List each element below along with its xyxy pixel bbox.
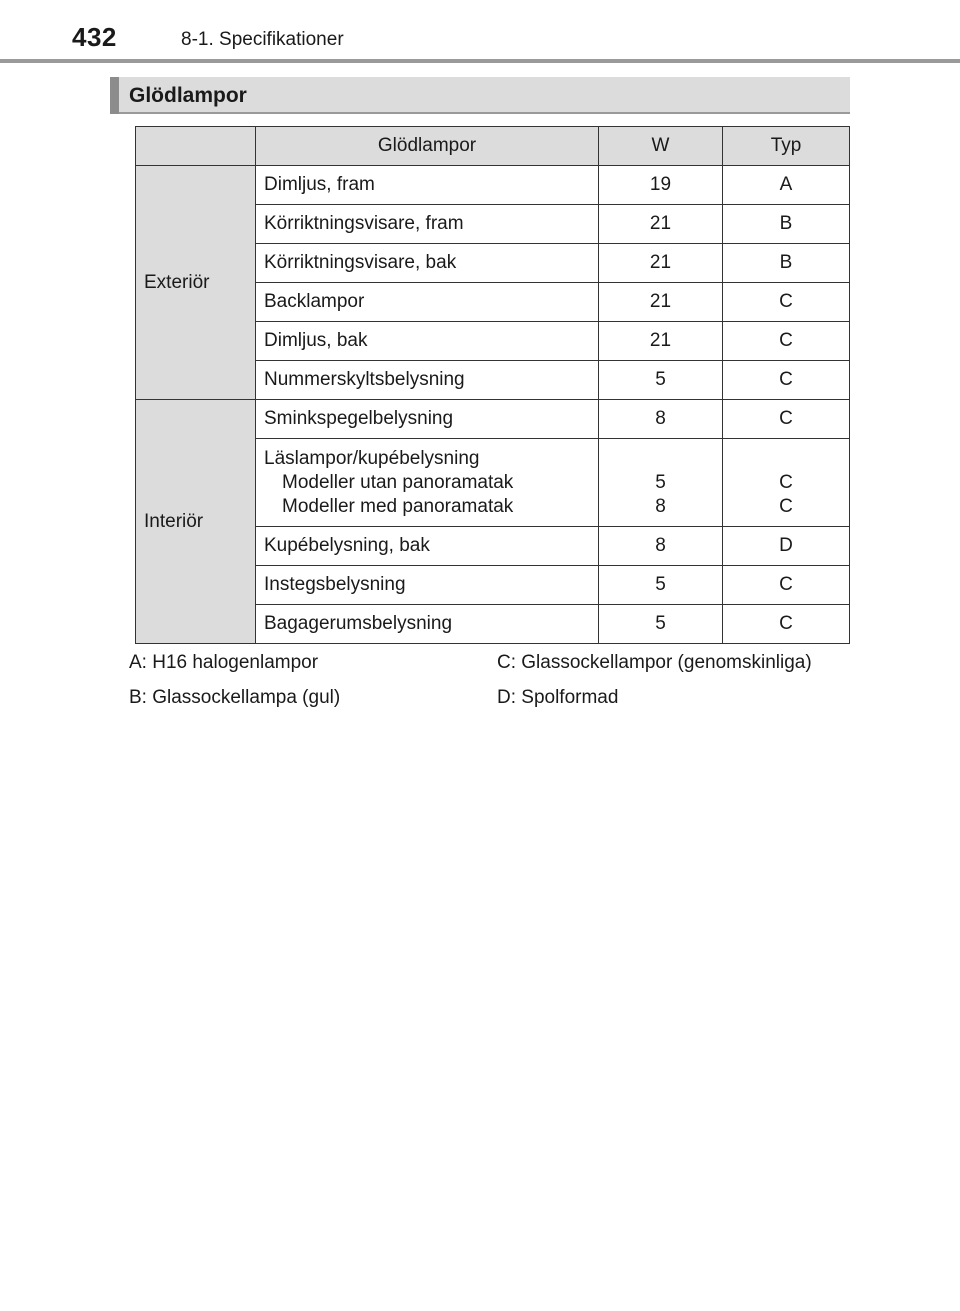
table-row [136, 400, 850, 439]
bulb-label: Körriktningsvisare, bak [256, 244, 599, 283]
bulb-watt: 5 [599, 361, 723, 400]
bulb-label: Dimljus, bak [256, 322, 599, 361]
header-divider [0, 59, 960, 63]
bulb-type: C [723, 566, 850, 605]
bulb-label: Instegsbelysning [256, 566, 599, 605]
bulb-type: B [723, 244, 850, 283]
heading-accent-bar [110, 77, 119, 114]
group-interior: Interiör [136, 400, 256, 644]
table-row [136, 166, 850, 205]
bulb-label: Sminkspegelbelysning [256, 400, 599, 439]
section-title: 8-1. Specifikationer [181, 29, 344, 50]
bulb-watt: 21 [599, 205, 723, 244]
group-exterior: Exteriör [136, 166, 256, 400]
table-header-row [136, 127, 850, 166]
column-header-type: Typ [723, 127, 850, 166]
bulb-sub-label: Modeller utan panoramatak [282, 471, 514, 493]
bulb-label: Nummerskyltsbelysning [256, 361, 599, 400]
section-heading [110, 77, 850, 114]
bulb-type: D [723, 527, 850, 566]
bulb-watt: 8 [655, 495, 666, 517]
bulb-watt: 5 [599, 605, 723, 644]
bulb-label: Kupébelysning, bak [256, 527, 599, 566]
bulb-watt: 21 [599, 322, 723, 361]
bulb-type-multiline [723, 439, 850, 527]
bulb-table [135, 126, 850, 644]
heading-text: Glödlampor [129, 84, 247, 107]
bulb-label: Backlampor [256, 283, 599, 322]
legend-c: C: Glassockellampor (genomskinliga) [497, 652, 812, 673]
bulb-type: C [723, 361, 850, 400]
bulb-watt: 21 [599, 283, 723, 322]
bulb-watt: 19 [599, 166, 723, 205]
column-header-bulb: Glödlampor [256, 127, 599, 166]
bulb-type: C [723, 605, 850, 644]
page-header [0, 0, 960, 62]
column-header-group [136, 127, 256, 166]
bulb-watt: 5 [599, 566, 723, 605]
bulb-label: Bagagerumsbelysning [256, 605, 599, 644]
bulb-label-multiline [256, 439, 599, 527]
bulb-type: C [723, 322, 850, 361]
bulb-watt: 5 [655, 471, 666, 493]
legend-b: B: Glassockellampa (gul) [129, 687, 341, 708]
bulb-sub-label: Modeller med panoramatak [282, 495, 514, 517]
bulb-watt: 8 [599, 527, 723, 566]
bulb-label: Läslampor/kupébelysning [264, 447, 480, 469]
bulb-type: C [779, 495, 793, 517]
legend-a: A: H16 halogenlampor [129, 652, 319, 673]
bulb-watt-multiline [599, 439, 723, 527]
bulb-type: C [723, 283, 850, 322]
column-header-watt: W [599, 127, 723, 166]
bulb-label: Körriktningsvisare, fram [256, 205, 599, 244]
bulb-type: C [779, 471, 793, 493]
bulb-type: A [723, 166, 850, 205]
bulb-watt: 8 [599, 400, 723, 439]
bulb-type: B [723, 205, 850, 244]
bulb-type: C [723, 400, 850, 439]
legend-d: D: Spolformad [497, 687, 619, 708]
bulb-watt: 21 [599, 244, 723, 283]
bulb-label: Dimljus, fram [256, 166, 599, 205]
page-number: 432 [72, 22, 117, 52]
